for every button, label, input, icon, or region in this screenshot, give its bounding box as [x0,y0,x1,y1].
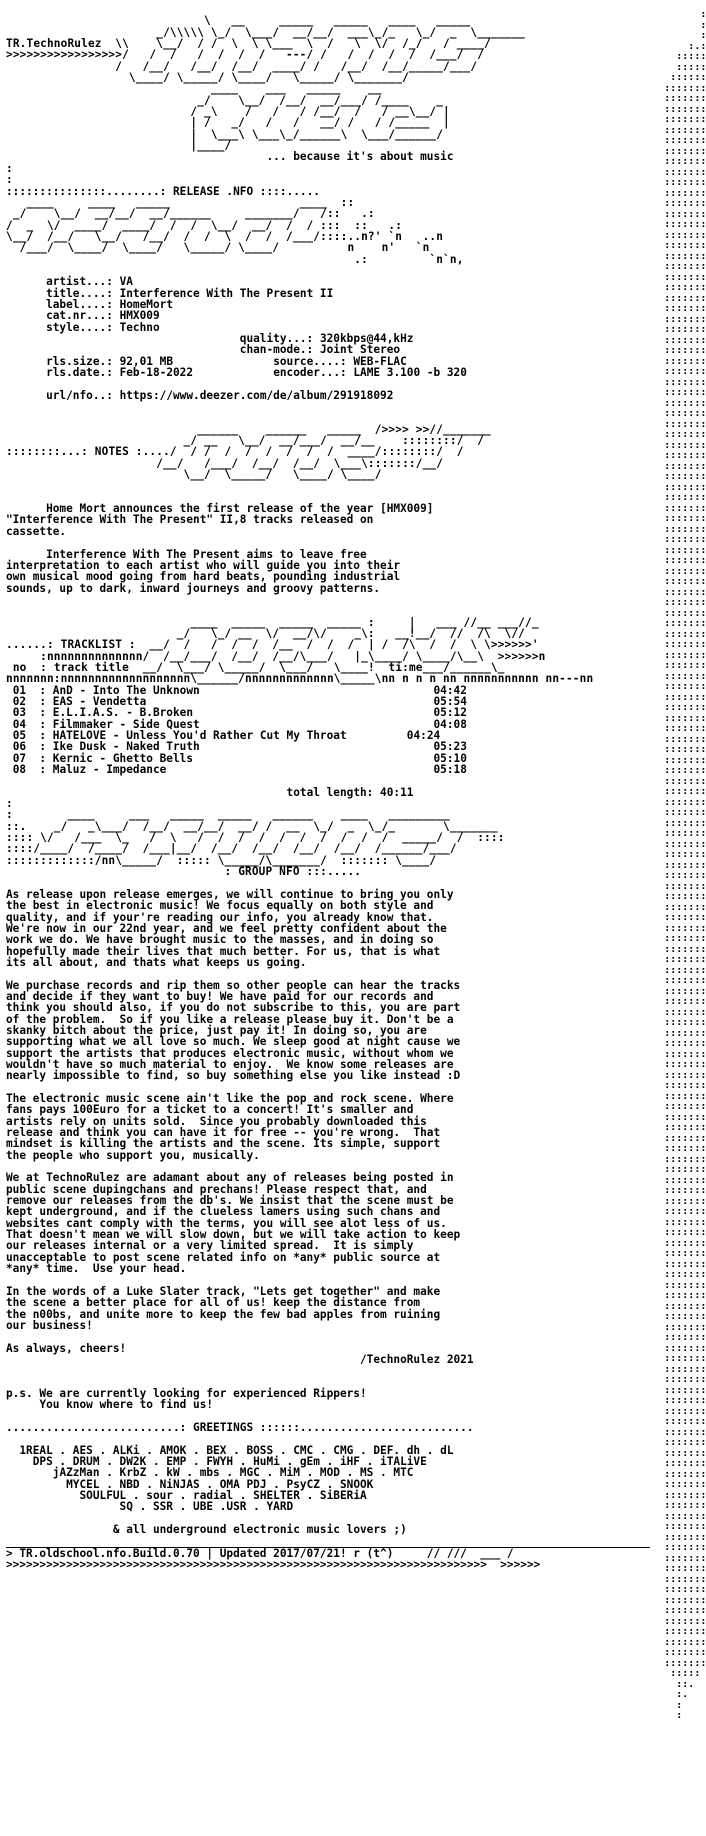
track-row: 04 : Filmmaker - Side Quest 04:08 [12,717,467,731]
greetings: ..........................: GREETINGS ::::::.......................... 1REAL . AES . ALKi . AMOK . BEX . BOSS . CMC . CMG . DEF. dh . dL DPS . DRUM . DW2K . EMP . FWYH . HuMi . gEm . iHF . iTALiVE jAZzMan . KrbZ . kW . mbs . MGC . MiM . MOD . MS . MTC MYCEL . NBD . NiNJAS . OMA PDJ . PsyCZ . SNOOK SOULFUL . sour . radial . SHELTER . SiBERiA SQ . SSR . UBE .USR . YARD & all underground electronic music lovers ;) [6,1420,474,1537]
group-nfo-body [6,877,650,1422]
tracklist-header-art: ____ _____ _____ _____ : | ___ //__ ___//_ _/ \_/ __ \/ __/\/ _\: __!__/ // /\ \// ......: TRACKLIST : __/ / / / / /__ / / / | / /\ / / \ \>>>>>>' :nnnnnnnnnnnnnn/ /__/___/ /__/ /__/\___/ |_\____/ \____/\__\ >>>>>>n no : track title __/ \___/ \_____/ \___/ \____! ti:me___/______\_ nnnnnnn:nnnnnnnnnnnnnnnnnnn\______/nnnnnnnnnnnnn\_____\nn n n n nn nnnnnnnnnnn nn---nn [6,615,594,686]
chanmode-value: Joint Stereo [319,343,401,357]
date-value: Feb-18-2022 [119,366,194,379]
track-row: 02 : EAS - Vendetta 05:54 [12,694,467,708]
encoder-value: LAME 3.100 -b 320 [353,366,467,379]
label-value: HomeMort [119,297,173,311]
catnr-value: HMX009 [119,309,160,323]
col-title-header: track title [53,660,129,674]
track-row: 03 : E.L.I.A.S. - B.Broken 05:12 [12,706,467,720]
track-row: 07 : Kernic - Ghetto Bells 05:10 [12,751,467,765]
greetings-line: MYCEL . NBD . NiNJAS . OMA PDJ . PsyCZ . SNOOK [66,1477,374,1491]
group-tag: TR.TechnoRulez [6,37,102,51]
release-nfo-header: :::::::::::::::........: RELEASE .NFO ::::..... [6,184,320,198]
group-paragraph: We purchase records and rip them so other people can hear the tracks and decide if they want to buy! We have paid for our records and think you should also, if you do not subscribe to this, you are part of the problem. So if you like a release please buy it. Don't be a skanky bitch about the price, just pay it! In doing so, you are supporting what we all love so much. We sleep good at night cause we support the artists that produces electronic music, without whom we wouldn't have so much material to enjoy. We know some releases are nearly impossible to find, so buy something else you like instead :D [6,978,461,1083]
right-decor-column: : : : :.: ::::: ::::: :::::: ::::::: ::::::: ::::::: ::::::: ::::::: ::::::: ::::::: ::::::: ::::::: ::::::: ::::::: ::::::: ::::::: ::::::: ::::::: ::::::: ::::::: ::::::: ::::::: ::::::: ::::::: ::::::: ::::::: ::::::: ::::::: ::::::: ::::::: ::::::: ::::::: ::::::: ::::::: ::::::: ::::::: ::::::: ::::::: ::::::: ::::::: ::::::: ::::::: ::::::: ::::::: ::::::: ::::::: ::::::: ::::::: ::::::: ::::::: ::::::: ::::::: ::::::: ::::::: ::::::: ::::::: ::::::: ::::::: ::::::: ::::::: ::::::: ::::::: ::::::: ::::::: ::::::: ::::::: ::::::: ::::::: ::::::: ::::::: ::::::: ::::::: ::::::: ::::::: ::::::: ::::::: ::::::: ::::::: ::::::: ::::::: ::::::: ::::::: ::::::: ::::::: ::::::: ::::::: ::::::: ::::::: ::::::: ::::::: ::::::: ::::::: ::::::: ::::::: ::::::: ::::::: ::::::: ::::::: ::::::: ::::::: ::::::: ::::::: ::::::: ::::::: ::::::: ::::::: ::::::: ::::::: ::::::: ::::::: ::::::: ::::::: ::::::: ::::::: ::::::: ::::::: ::::::: ::::::: ::::::: ::::::: ::::::: ::::::: ::::::: ::::::: ::::::: ::::::: ::::::: ::::::: ::::::: ::::::: ::::::: ::::::: ::::::: ::::::: ::::::: ::::::: ::::::: ::::::: ::::::: ::::::: ::::::: ::::::: ::::::: ::::::: ::::::: ::::::: ::::::: ::::::: ::::::: ::::::: ::::::: ::::::: ::::::: ::::::: ::::: ::. :. : : [664,9,706,1721]
group-nfo-header-art: : : ____ ___ _____ _____ ______ ____ _________ ::. _/ _\___/ /__/ __/__/ __/ / __ \_/ _ \_/_ \_______ :::: \/ /___ \_ / \ / / / / / / / / / / _____/ / :::: ::::/____/ /____/ /___|__/ /__/ /__/ /__/ /__/ /______/___/ :::::::::::::/nn\_____/ ::::: \_____/\_______/ ::::::: \____/ : GROUP NFO :::..... [6,797,505,879]
notes-paragraph-1: Home Mort announces the first release of the year [HMX009] "Interference With The Present" II,8 tracks released on cassette. [6,502,434,538]
signature: /TechnoRulez 2021 [360,1352,474,1366]
notes-header-art: ______ ______ _____ />>>> >>//_______ _/ __ \__/ __/___/ __/__ ::::::::/ / ::::::::...: NOTES :..../ / / / / / / / / ____/::::::::/ / /__/ /___/ /__/ /__/ \___\:::::::/__/ \__/ \_____/ \____/ \____/ [6,422,491,482]
col-no-header: no [12,660,27,674]
greetings-line: SQ . SSR . UBE .USR . YARD [119,1500,294,1514]
title-value: Interference With The Present II [119,286,334,300]
greetings-line: 1REAL . AES . ALKi . AMOK . BEX . BOSS . CMC . CMG . DEF. dh . dL [19,1443,454,1457]
footer-build: > TR.oldschool.nfo.Build.0.70 | Updated 2017/07/21! r (t^) [6,1546,394,1560]
track-row: 01 : AnD - Into The Unknown 04:42 [12,683,467,697]
greetings-line: SOULFUL . sour . radial . SHELTER . SiBERiA [79,1489,367,1503]
track-row: 06 : Ike Dusk - Naked Truth 05:23 [12,740,467,754]
notes-body [6,480,650,616]
total-length-value: 40:11 [380,785,414,799]
greetings-line: jAZzMan . KrbZ . kW . mbs . MGC . MiM . MOD . MS . MTC [52,1466,414,1480]
artist-value: VA [119,275,133,289]
nfo-document [6,4,650,1570]
total-length-label: total length: [286,785,374,799]
quality-value: 320kbps@44,kHz [319,331,414,345]
ps-note: p.s. We are currently looking for experienced Rippers! You know where to find us! [6,1386,367,1412]
group-paragraph: We at TechnoRulez are adamant about any of releases being posted in public scene dupingchans and prechans! Please respect that, and remove our releases from the db's. We insist that the scene must be kept underground, and if the clueless lamers using such chans and websites cant comply with the terms, you will see alot less of us. That doesn't mean we will slow down, but we will take action to keep our releases internal or a very limited spread. It is simply unacceptable to post scene related info on *any* public source at *any* time. Use your head. [6,1171,461,1276]
spacer: : : [6,161,13,187]
track-row: 05 : HATELOVE - Unless You'd Rather Cut My Throat 04:24 [12,729,441,742]
track-row: 08 : Maluz - Impedance 05:18 [12,763,467,777]
greetings-line: DPS . DRUM . DW2K . EMP . FWYH . HuMi . gEm . iHF . iTALiVE [32,1455,427,1468]
notes-paragraph-2: Interference With The Present aims to leave free interpretation to each artist who will guide you into their own musical mood going from hard beats, pounding industrial sounds, up to dark, inward journeys and groovy patterns. [6,547,401,595]
style-value: Techno [119,320,160,334]
closing-text: As always, cheers! [6,1341,127,1355]
tagline: ... because it's about music [266,150,454,164]
source-value: WEB-FLAC [353,354,407,368]
col-time-header: ti:me [388,660,423,674]
greetings-closing: & all underground electronic music lovers ;) [112,1523,407,1537]
group-paragraph: The electronic music scene ain't like the pop and rock scene. Where fans pays 100Euro for a ticket to a concert! It's smaller and artists rely on units sold. Since you probably downloaded this release and think you can have it for free -- you're wrong. That mindset is killing the artists and the scene. Its simple, support the people who support you, musically. [6,1092,454,1162]
size-value: 92,01 MB [119,354,173,368]
footer-bar: > TR.oldschool.nfo.Build.0.70 | Updated 2017/07/21! r (t^) // /// ___ / >>>>>>>>>>>>>>>>>>>>>>>>>>>>>>>>>>>>>>>>>>>>>>>>>>>>>>>>>>>>>>>>>>>>>>>> >>>>>> [6,1547,650,1571]
group-paragraph: As release upon release emerges, we will continue to bring you only the best in electronic music! We focus equally on both style and quality, and if your're reading our info, you already know that. We're now in our 22nd year, and we feel pretty confident about the work we do. We have brought music to the masses, and in doing so hopefully made their lives that much better. For us, that is what its all about, and thats what keeps us going. [6,887,454,969]
release-info: artist...: VA title....: Interference With The Present II label....: HomeMort cat.nr...: HMX009 style....: Techno quality...: 320kbps@44,kHz chan-mode.: Joint Stereo rls.size.: 92,01 MB source....: WEB-FLAC rls.date.: Feb-18-2022 encoder...: LAME 3.100 -b 320 url/nfo..: https://www.deezer.com/de/album/291918092 [46,275,467,402]
track-list [6,685,650,798]
url-link[interactable]: https://www.deezer.com/de/album/291918092 [119,388,394,402]
logo-ascii-art: \ __ _____ _____ ____ _____ _/\\\\\ \_/ \___/ __/__/ ___\_/_ \_/ _ \_______ TR.TechnoRulez \\ \__/ / / \ \ \___ \ / \ \/ /_/ / ____/ >>>>>>>>>>>>>>>>>/ / / / / / / ---/ / / / / / /___/ / / /__/ /__/ /__/ ____/ / /__/ /__/_____/___/ \____/ \_____/ \____/ \_____/ \_______/ ____ ___ _____ __ _/ \__/ /__/ __/___/ /____ _ / _\ / / / /__/ / / __\__/ | | / _/ / / __/ / / /_____ | | \___\ \___\_/______\ \___/______/ |____/ [6,14,526,153]
group-paragraph: In the words of a Luke Slater track, "Lets get together" and make the scene a better place for all of us! keep the distance from the n00bs, and unite more to keep the few bad apples from ruining our business! [6,1284,441,1332]
greetings-header: : GREETINGS : [179,1420,267,1434]
release-nfo-ascii-art: ____ ____ _____ ____ :: _/ \__/ __/__/ __/______ _______/ /:: .: / _ \/ ____/ ____/ / / \__/ __/ / / ::: :: .: \__/ /__/ \__/ /__/ / / \ / / /___/::::..n?' `n ..n /___/ \____/ \____/ \_____/ \____/ n n' `n .: `n`n, [6,195,464,266]
